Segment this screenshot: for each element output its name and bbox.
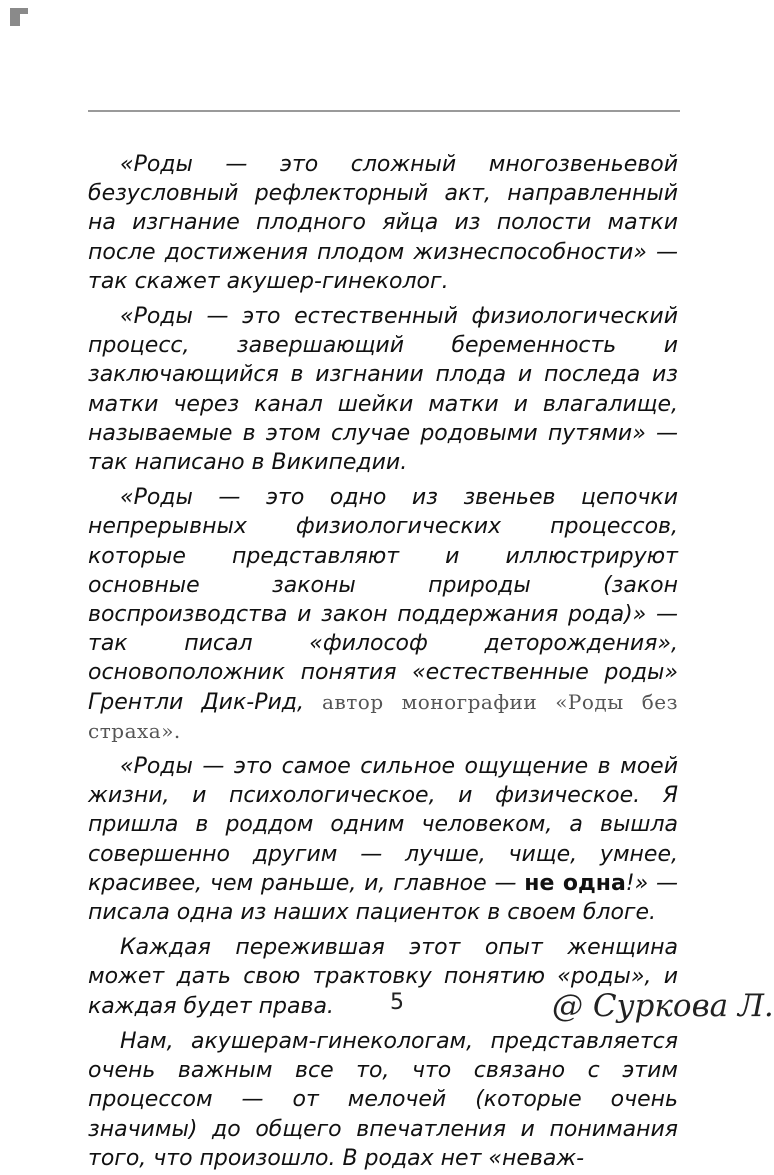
paragraph-4-before: «Роды — это самое сильное ощущение в моей жизни, и психологическое, и физическое. Я пришла в роддом одним человеком, а вышла совершенно другим — лучше, чище, умнее, красивее, чем раньше, и, главное — xyxy=(88,754,678,896)
page-number: 5 xyxy=(390,990,404,1015)
paragraph-3 xyxy=(88,483,678,746)
paragraph-6: Нам, акушерам-гинекологам, представляется очень важным все то, что связано с этим процессом — от мелочей (которые очень значимы) до общего впечатления и понимания того, что произошло. В родах нет «неваж- xyxy=(88,1028,678,1171)
paragraph-3-tail: автор монографии «Роды без страха». xyxy=(88,689,678,743)
paragraph-3-main: «Роды — это одно из звеньев цепочки непрерывных физиологических процессов, которые представляют и иллюстрируют основные законы природы (закон воспроизводства и закон поддержания рода)» — так писал «философ деторождения», основоположник понятия «естественные роды» Грентли Дик-Рид, xyxy=(88,485,678,715)
paragraph-4-emphasis: не одна xyxy=(524,870,626,896)
paragraph-4-after: !» — писала одна из наших пациенток в своем блоге. xyxy=(88,870,678,926)
paragraph-2: «Роды — это естественный физиологический процесс, завершающий беременность и заключающийся в изгнании плода и последа из матки через канал шейки матки и влагалище, называемые в этом случае родовыми путями» — так написано в Википедии. xyxy=(88,304,678,476)
author-signature: @ Суркова Л. xyxy=(552,988,774,1024)
paragraph-4 xyxy=(88,752,678,927)
paragraph-1: «Роды — это сложный многозвеньевой безусловный рефлекторный акт, направленный на изгнание плодного яйца из полости матки после достижения плодом жизнеспособности» — так скажет акушер-гинеколог. xyxy=(88,152,678,294)
page-corner-mark xyxy=(10,8,20,26)
paragraph-5: Каждая пережившая этот опыт женщина может дать свою трактовку понятию «роды», и каждая будет права. xyxy=(88,935,678,1019)
top-horizontal-rule xyxy=(88,110,680,112)
